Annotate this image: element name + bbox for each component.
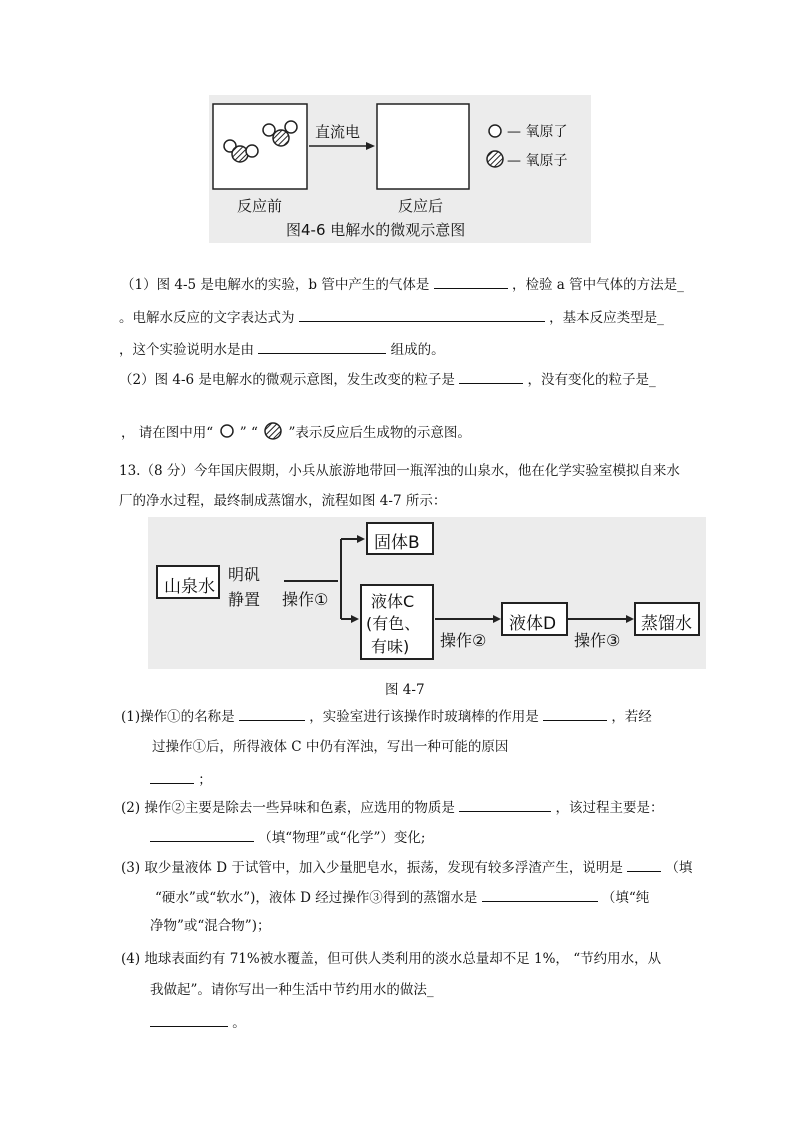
legend-white-atom-icon: [489, 125, 501, 137]
q12-line-4: [119, 369, 656, 390]
q13-text: “硬水”或“软水”)，液体 D 经过操作③得到的蒸馏水是: [155, 890, 478, 906]
q13-line-1: 13.（8 分）今年国庆假期，小兵从旅游地带回一瓶浑浊的山泉水，他在化学实验室模拟自来水: [119, 463, 680, 479]
o-atom-icon: [232, 146, 248, 162]
q12-text: ，这个实验说明水是由: [119, 342, 254, 358]
q12-text: ，基本反应类型是_: [549, 310, 664, 326]
q12-text: （2）图 4-6 是电解水的微观示意图，发生改变的粒子是: [119, 372, 455, 388]
q13-p2-line-2: [150, 827, 425, 848]
answer-blank[interactable]: [150, 827, 254, 842]
q12-line-3: [119, 339, 445, 360]
liquid-c-label: 液体C: [371, 592, 415, 611]
liquid-c-note: (有色、: [366, 614, 421, 633]
answer-blank[interactable]: [150, 769, 194, 784]
start-box: [156, 565, 220, 599]
figure-number: 图4-6: [286, 221, 326, 239]
q13-text: (2) 操作②主要是除去一些异味和色素，应选用的物质是: [121, 800, 455, 816]
q13-text: （填: [665, 860, 693, 876]
answer-blank[interactable]: [434, 274, 508, 289]
op2-label: 操作②: [440, 631, 487, 650]
figure-4-6: [209, 95, 591, 243]
answer-blank[interactable]: [258, 339, 386, 354]
legend-white-label: — 氧原了: [507, 124, 568, 140]
q13-text: (1)操作①的名称是: [121, 709, 235, 725]
liquid-d-box: [501, 602, 568, 636]
q13-p4-line-1: (4) 地球表面约有 71%被水覆盖，但可供人类利用的淡水总量却不足 1%， “节约用水，从: [121, 951, 662, 967]
q12-text: 。电解水反应的文字表达式为: [119, 310, 295, 326]
q13-text: （填“纯: [601, 890, 650, 906]
q12-text: （1）图 4-5 是电解水的实验，b 管中产生的气体是: [121, 277, 430, 293]
after-label: 反应后: [398, 197, 444, 215]
after-reaction-box: [377, 104, 469, 189]
figure-title: 电解水的微观示意图: [325, 221, 466, 239]
q13-p3-line-1: [121, 857, 692, 878]
q13-text: ，实验室进行该操作时玻璃棒的作用是: [309, 709, 539, 725]
q13-p1-line-3: [150, 769, 212, 790]
answer-blank[interactable]: [459, 797, 551, 812]
figure-caption: [286, 219, 465, 240]
q13-p2-line-1: [121, 797, 664, 818]
h-atom-icon: [246, 145, 258, 157]
q12-text: ， 请在图中用“: [121, 425, 214, 441]
answer-blank[interactable]: [239, 706, 305, 721]
white-atom-icon: [218, 423, 236, 439]
start-label: 山泉水: [164, 577, 215, 597]
step1-bottom-label: 静置: [228, 590, 261, 609]
answer-blank[interactable]: [299, 307, 545, 322]
solid-b-label: 固体B: [374, 533, 420, 553]
flowchart-4-7: [148, 517, 706, 669]
arrow-label: 直流电: [315, 123, 361, 141]
q12-line-5: [121, 421, 471, 443]
liquid-c-note: 有味): [371, 637, 410, 656]
flowchart-caption: 图 4-7: [385, 682, 425, 698]
q13-p4-line-3: [150, 1012, 246, 1033]
q13-text: ；: [198, 772, 212, 788]
q13-p3-line-3: 净物”或“混合物”)；: [150, 918, 271, 934]
product-label: 蒸馏水: [641, 614, 692, 634]
product-box: [634, 602, 700, 636]
q12-text: ” “: [239, 425, 258, 441]
legend-hatched-atom-icon: [487, 151, 503, 167]
liquid-c-box: [360, 584, 434, 660]
legend-hatched-label: — 氧原子: [507, 153, 568, 169]
step1-top-label: 明矾: [228, 565, 261, 584]
q13-p1-line-2: 过操作①后，所得液体 C 中仍有浑浊，写出一种可能的原因: [152, 739, 509, 755]
q13-p1-line-1: [121, 706, 652, 727]
q13-text: ，若经: [611, 709, 652, 725]
q13-text: 。: [232, 1015, 246, 1031]
answer-blank[interactable]: [459, 369, 523, 384]
q12-line-1: [121, 274, 684, 295]
q13-p3-line-2: [155, 887, 649, 908]
h-atom-icon: [285, 121, 297, 133]
q12-text: ”表示反应后生成物的示意图。: [288, 425, 471, 441]
answer-blank[interactable]: [627, 857, 661, 872]
o-atom-icon: [273, 130, 289, 146]
q13-text: (3) 取少量液体 D 于试管中，加入少量肥皂水，振荡，发现有较多浮渣产生，说明是: [121, 860, 623, 876]
op3-label: 操作③: [574, 631, 621, 650]
q13-text: （填“物理”或“化学”）变化;: [258, 830, 426, 846]
before-label: 反应前: [237, 197, 283, 215]
q13-text: ，该过程主要是：: [555, 800, 664, 816]
q12-text: ，检验 a 管中气体的方法是_: [511, 277, 684, 293]
q12-text: ，没有变化的粒子是_: [527, 372, 656, 388]
answer-blank[interactable]: [150, 1012, 228, 1027]
op1-label: 操作①: [282, 590, 329, 609]
liquid-d-label: 液体D: [509, 614, 557, 634]
q13-line-2: 厂的净水过程，最终制成蒸馏水，流程如图 4-7 所示：: [119, 493, 447, 509]
answer-blank[interactable]: [543, 706, 607, 721]
answer-blank[interactable]: [482, 887, 598, 902]
q12-text: 组成的。: [390, 342, 445, 358]
q12-line-2: [119, 307, 664, 328]
q13-p4-line-2: 我做起”。请你写出一种生活中节约用水的做法_: [150, 982, 434, 998]
hatched-atom-icon: [262, 421, 284, 441]
solid-b-box: [366, 522, 434, 555]
